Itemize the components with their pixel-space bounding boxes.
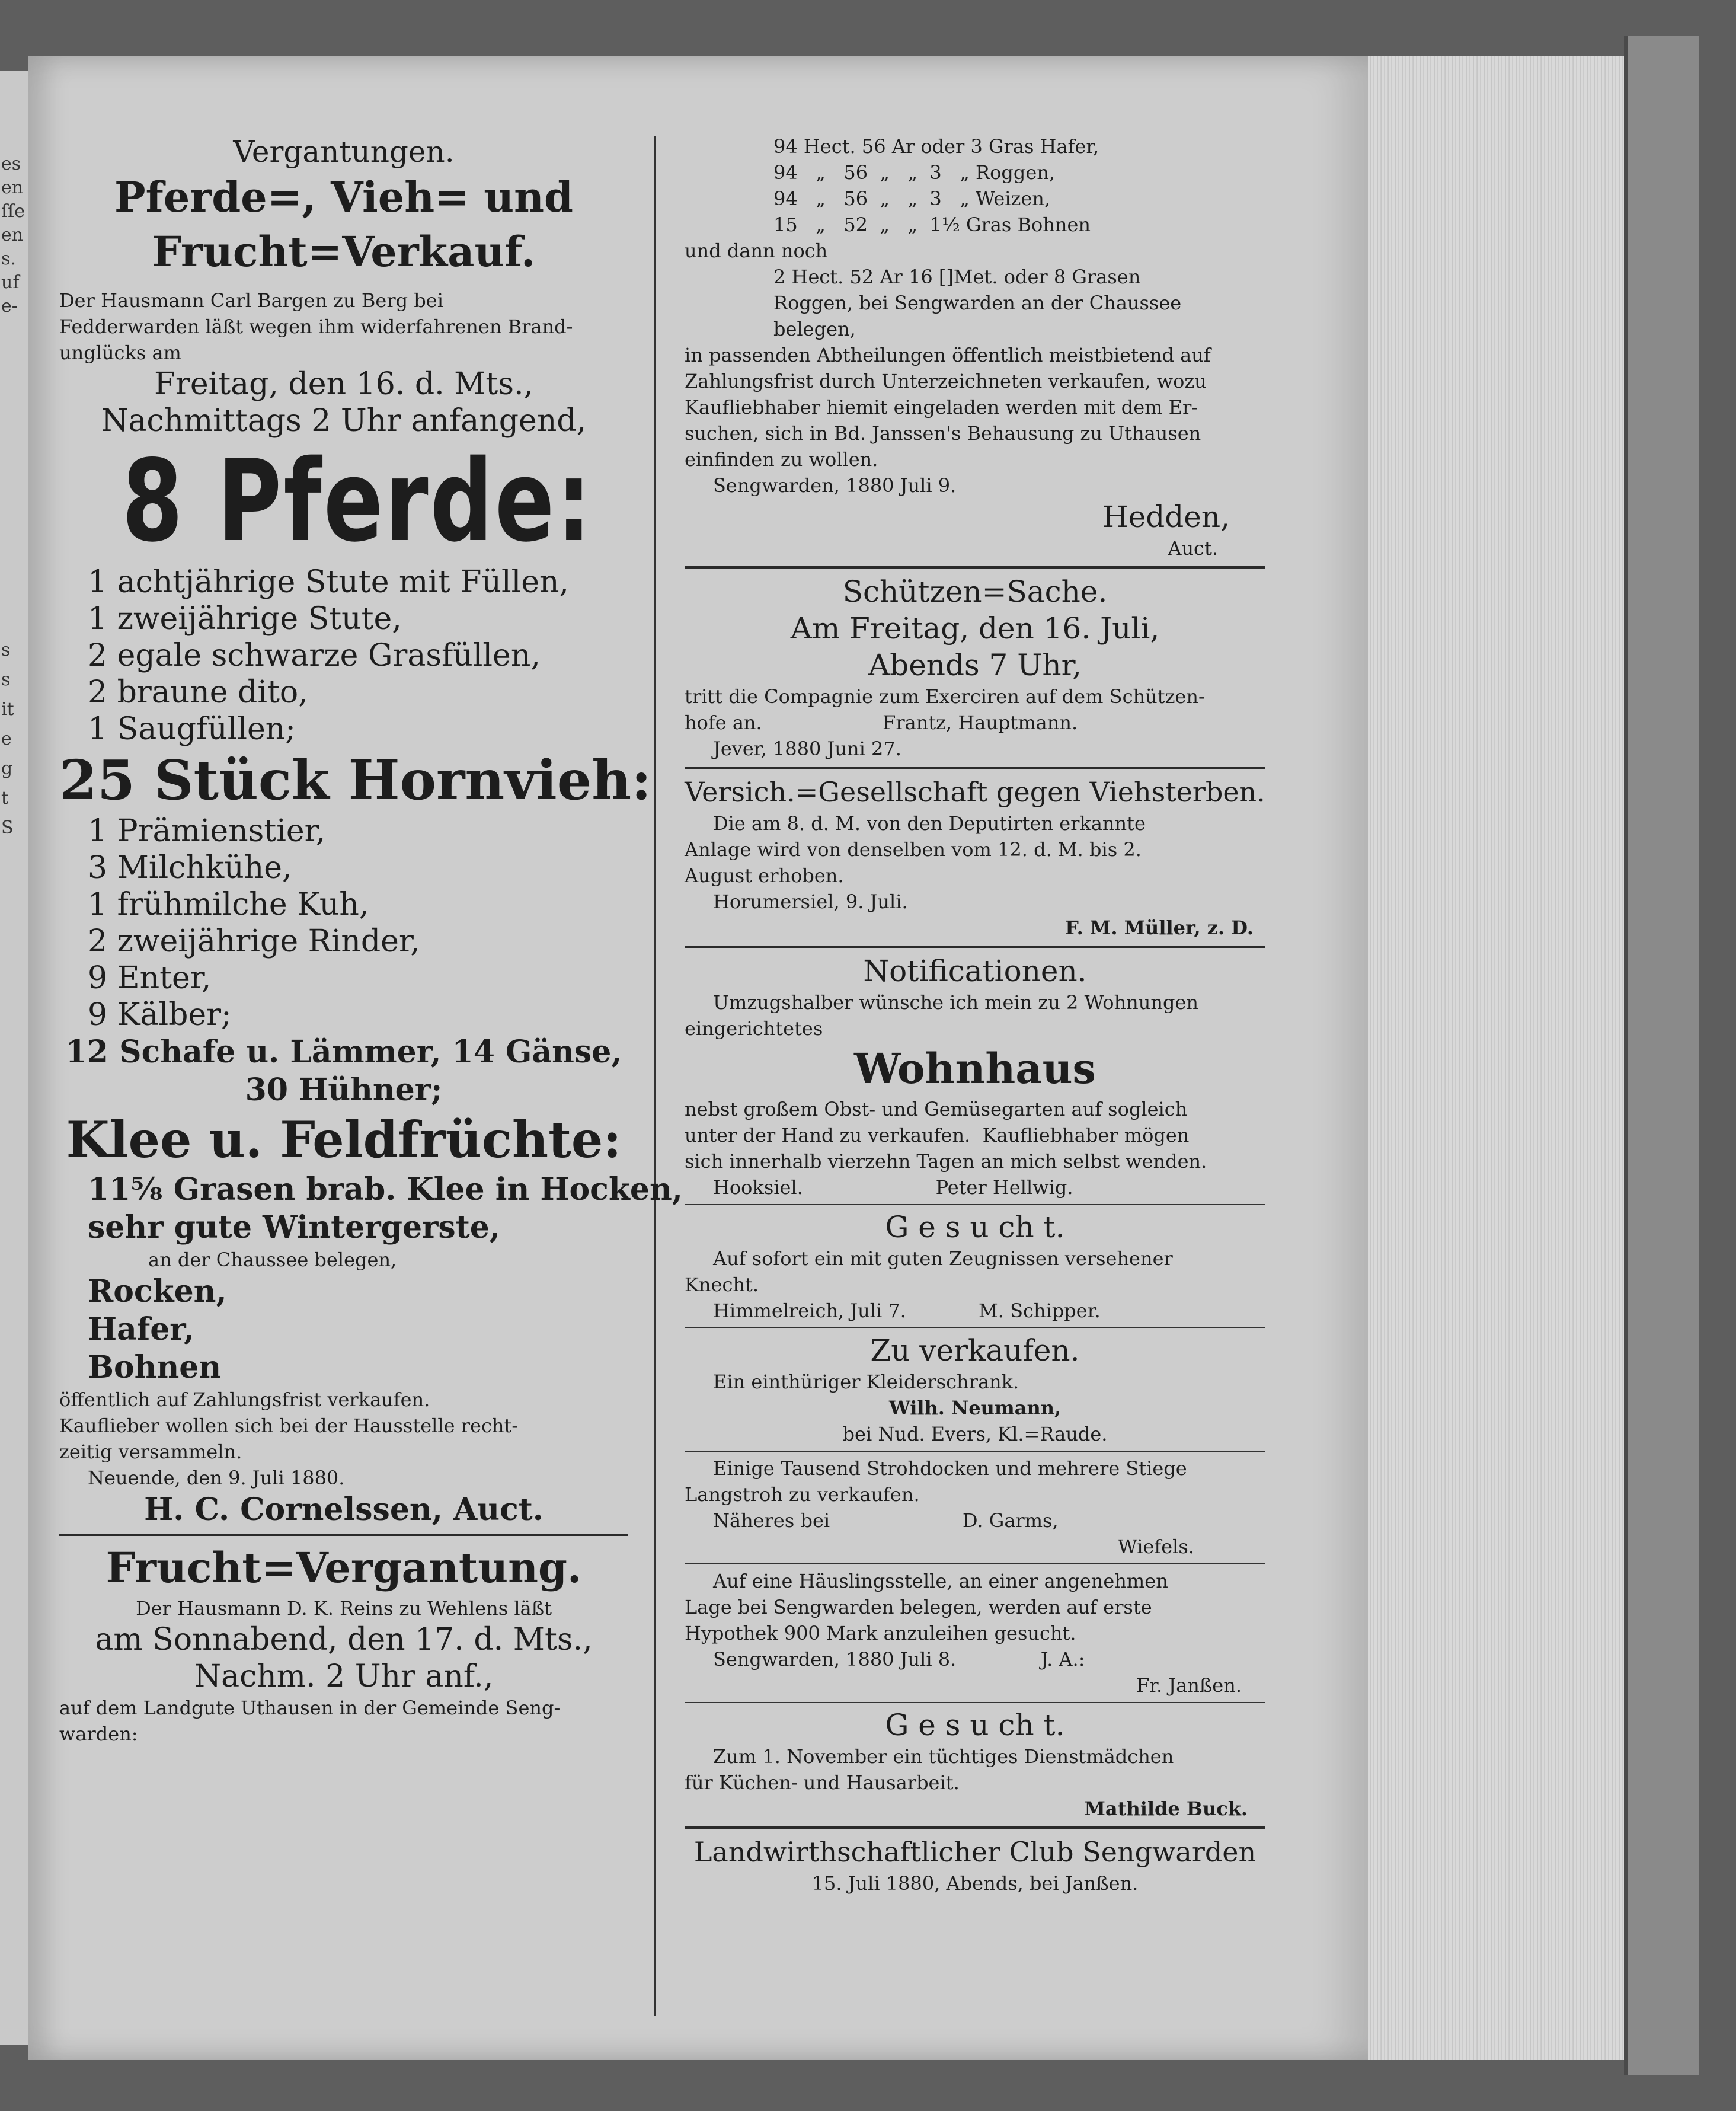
category-heading: Vergantungen.: [233, 135, 455, 169]
ad-signature: F. M. Müller, z. D.: [1065, 916, 1254, 939]
ad-place-date: Himmelreich, Juli 7. M. Schipper.: [713, 1299, 1101, 1322]
ad-text: Die am 8. d. M. von den Deputirten erkannte: [713, 812, 1146, 835]
margin-fragment: s.: [1, 248, 16, 269]
margin-fragment: it: [1, 699, 14, 720]
ad-text: 94 Hect. 56 Ar oder 3 Gras Hafer,: [773, 135, 1099, 158]
ad-text: und dann noch: [685, 239, 828, 262]
margin-fragment: uf: [1, 272, 20, 293]
book-page-edges: [1368, 56, 1652, 2060]
list-item: Bohnen: [88, 1349, 222, 1385]
book-cover-edge: [1624, 36, 1699, 2075]
list-item: 2 egale schwarze Grasfüllen,: [88, 638, 541, 673]
list-item: 3 Milchkühe,: [88, 850, 292, 886]
ad-title: Versich.=Gesellschaft gegen Viehsterben.: [685, 776, 1265, 808]
margin-fragment: S: [1, 817, 14, 838]
ad-date: Freitag, den 16. d. Mts.,: [154, 366, 534, 402]
ad-text: hofe an. Frantz, Hauptmann.: [685, 711, 1078, 734]
margin-fragment: t: [1, 788, 9, 809]
ad-text: in passenden Abtheilungen öffentlich meistbietend auf: [685, 344, 1211, 366]
ad-text: einfinden zu wollen.: [685, 448, 878, 471]
ad-text: tritt die Compagnie zum Exerciren auf dem Schützen-: [685, 685, 1205, 708]
ad-subheadline: 30 Hühner;: [245, 1072, 443, 1108]
ad-text: Zum 1. November ein tüchtiges Dienstmädchen: [713, 1745, 1174, 1768]
ad-text: 15. Juli 1880, Abends, bei Janßen.: [811, 1872, 1139, 1895]
ad-text: eingerichtetes: [685, 1017, 823, 1040]
ad-time: Nachm. 2 Uhr anf.,: [194, 1659, 494, 1694]
section-rule: [685, 1204, 1265, 1205]
list-item: 9 Kälber;: [88, 997, 232, 1033]
section-rule: [685, 946, 1265, 948]
ad-text: Der Hausmann D. K. Reins zu Wehlens läßt: [136, 1597, 552, 1620]
margin-fragment: es: [1, 154, 21, 174]
margin-fragment: e: [1, 729, 12, 749]
ad-text: zeitig versammeln.: [59, 1441, 242, 1463]
ad-text: suchen, sich in Bd. Janssen's Behausung zu Uthausen: [685, 422, 1201, 445]
ad-title: G e s u ch t.: [885, 1708, 1065, 1742]
ad-title: Frucht=Verkauf.: [152, 227, 536, 276]
ad-text: sich innerhalb vierzehn Tagen an mich selbst wenden.: [685, 1150, 1207, 1173]
ad-text: warden:: [59, 1723, 138, 1745]
ad-signature: bei Nud. Evers, Kl.=Raude.: [842, 1423, 1108, 1445]
ad-date: Am Freitag, den 16. Juli,: [790, 611, 1160, 646]
section-rule: [685, 566, 1265, 569]
ad-headline-horses: 8 Pferde:: [122, 436, 593, 567]
list-item: 1 zweijährige Stute,: [88, 601, 402, 637]
ad-text: Der Hausmann Carl Bargen zu Berg bei: [59, 289, 443, 312]
list-item: 9 Enter,: [88, 960, 212, 996]
ad-place-date: Hooksiel. Peter Hellwig.: [713, 1176, 1073, 1199]
ad-time: Abends 7 Uhr,: [868, 648, 1082, 682]
ad-text: Anlage wird von denselben vom 12. d. M. bis 2.: [685, 838, 1142, 861]
ad-text: Einige Tausend Strohdocken und mehrere Stiege: [713, 1457, 1187, 1480]
ad-text: auf dem Landgute Uthausen in der Gemeinde Seng-: [59, 1697, 561, 1719]
previous-page-edge: [0, 71, 28, 2045]
list-item: 2 braune dito,: [88, 675, 308, 710]
ad-place-date: Sengwarden, 1880 Juli 8. J. A.:: [713, 1648, 1085, 1671]
section-rule: [685, 767, 1265, 769]
section-rule: [685, 1826, 1265, 1829]
ad-signature: Fr. Janßen.: [1136, 1674, 1242, 1697]
ad-time: Nachmittags 2 Uhr anfangend,: [101, 403, 587, 439]
ad-title: Pferde=, Vieh= und: [114, 173, 573, 222]
ad-text: August erhoben.: [685, 864, 844, 887]
ad-title: Schützen=Sache.: [842, 574, 1108, 609]
ad-text: Roggen, bei Sengwarden an der Chaussee: [773, 292, 1182, 314]
ad-text: für Küchen- und Hausarbeit.: [685, 1771, 960, 1794]
ad-text: Fedderwarden läßt wegen ihm widerfahrenen Brand-: [59, 315, 573, 338]
ad-text: Kaufliebhaber hiemit eingeladen werden mit dem Er-: [685, 396, 1198, 419]
margin-fragment: s: [1, 640, 11, 660]
ad-signature: Auct.: [1168, 537, 1218, 560]
ad-title: Frucht=Vergantung.: [105, 1543, 582, 1592]
column-divider: [654, 136, 656, 2016]
ad-text: unter der Hand zu verkaufen. Kaufliebhaber mögen: [685, 1124, 1190, 1146]
ad-text: Zahlungsfrist durch Unterzeichneten verkaufen, wozu: [685, 370, 1207, 392]
ad-text: Hypothek 900 Mark anzuleihen gesucht.: [685, 1622, 1076, 1644]
ad-signature: Wiefels.: [1117, 1535, 1194, 1558]
list-item: 2 zweijährige Rinder,: [88, 924, 420, 959]
section-rule: [685, 1451, 1265, 1452]
list-item: 11⁵⁄₈ Grasen brab. Klee in Hocken,: [88, 1171, 683, 1208]
ad-headline: Wohnhaus: [854, 1044, 1096, 1093]
margin-fragment: s: [1, 669, 11, 690]
ad-text: 2 Hect. 52 Ar 16 []Met. oder 8 Grasen: [773, 266, 1141, 288]
ad-place-date: Neuende, den 9. Juli 1880.: [88, 1467, 345, 1489]
list-item: Rocken,: [88, 1273, 227, 1310]
list-item: 1 achtjährige Stute mit Füllen,: [88, 564, 570, 600]
ad-text: Umzugshalber wünsche ich mein zu 2 Wohnungen: [713, 991, 1199, 1014]
list-item: sehr gute Wintergerste,: [88, 1209, 500, 1245]
ad-text: 94 „ 56 „ „ 3 „ Weizen,: [773, 187, 1051, 210]
ad-signature: Mathilde Buck.: [1084, 1797, 1248, 1820]
section-rule: [59, 1534, 628, 1536]
ad-title: Zu verkaufen.: [870, 1333, 1080, 1368]
ad-text: nebst großem Obst- und Gemüsegarten auf sogleich: [685, 1098, 1188, 1120]
ad-date: am Sonnabend, den 17. d. Mts.,: [95, 1622, 593, 1657]
ad-text: Näheres bei D. Garms,: [713, 1509, 1059, 1532]
ad-headline-crops: Klee u. Feldfrüchte:: [66, 1110, 622, 1169]
right-column: [685, 133, 1265, 1896]
ad-headline-cattle: 25 Stück Hornvieh:: [59, 748, 652, 812]
list-item: 1 Saugfüllen;: [88, 711, 296, 747]
ad-place-date: Jever, 1880 Juni 27.: [713, 737, 901, 760]
margin-fragment: en: [1, 225, 24, 245]
section-rule: [685, 1563, 1265, 1564]
section-rule: [685, 1702, 1265, 1703]
ad-text: Knecht.: [685, 1273, 759, 1296]
ad-text: Kauflieber wollen sich bei der Hausstelle recht-: [59, 1414, 519, 1437]
ad-text: Auf eine Häuslingsstelle, an einer angenehmen: [713, 1570, 1168, 1592]
list-item: Hafer,: [88, 1311, 194, 1347]
section-heading: Notificationen.: [863, 954, 1087, 988]
margin-fragment: g: [1, 758, 13, 779]
ad-subheadline: 12 Schafe u. Lämmer, 14 Gänse,: [65, 1034, 622, 1070]
ad-place-date: Horumersiel, 9. Juli.: [713, 890, 908, 913]
margin-fragment: ſſe: [1, 201, 25, 222]
ad-text: Langstroh zu verkaufen.: [685, 1483, 920, 1506]
list-item: 1 Prämienstier,: [88, 813, 326, 849]
ad-text: 15 „ 52 „ „ 1¹⁄₂ Gras Bohnen: [773, 213, 1091, 236]
ad-text: Ein einthüriger Kleiderschrank.: [713, 1371, 1019, 1393]
margin-fragment: e-: [1, 296, 18, 317]
margin-fragment: en: [1, 177, 24, 198]
list-item: 1 frühmilche Kuh,: [88, 887, 369, 922]
ad-signature: Hedden,: [1102, 500, 1230, 534]
ad-title: G e s u ch t.: [885, 1210, 1065, 1244]
ad-text: Auf sofort ein mit guten Zeugnissen versehener: [713, 1247, 1173, 1270]
ad-place-date: Sengwarden, 1880 Juli 9.: [713, 474, 957, 497]
ad-text: belegen,: [773, 318, 856, 340]
ad-text: öffentlich auf Zahlungsfrist verkaufen.: [59, 1388, 430, 1411]
left-column: [59, 133, 683, 1747]
ad-signature: H. C. Cornelssen, Auct.: [144, 1492, 544, 1528]
ad-signature: Wilh. Neumann,: [888, 1397, 1062, 1419]
section-rule: [685, 1327, 1265, 1328]
ad-text: an der Chaussee belegen,: [148, 1248, 397, 1271]
ad-text: unglücks am: [59, 341, 181, 364]
ad-text: Lage bei Sengwarden belegen, werden auf erste: [685, 1596, 1152, 1618]
ad-title: Landwirthschaftlicher Club Sengwarden: [693, 1836, 1257, 1868]
ad-text: 94 „ 56 „ „ 3 „ Roggen,: [773, 161, 1056, 184]
